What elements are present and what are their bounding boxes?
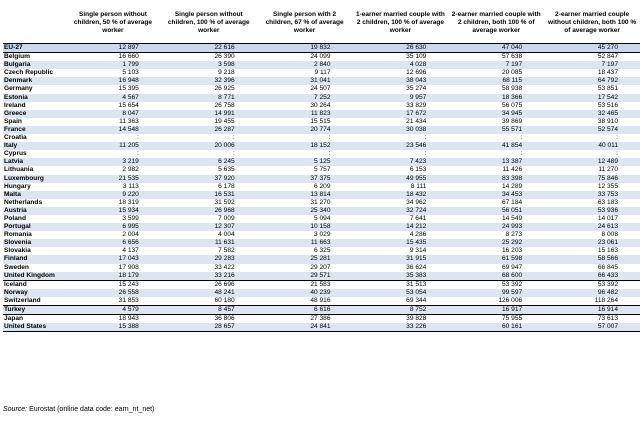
country-cell: Luxembourg <box>3 175 65 183</box>
value-cell: 8 771 <box>161 94 257 102</box>
value-cell: 26 758 <box>161 102 257 110</box>
value-cell: 35 109 <box>353 53 449 62</box>
source-note <box>3 406 154 413</box>
value-cell: 17 043 <box>65 255 161 263</box>
value-cell: 2 004 <box>65 231 161 239</box>
table-row <box>3 231 640 239</box>
eu-aggregate-row <box>3 44 640 53</box>
header-col-1: Single person without children, 50 % of average worker <box>65 3 161 44</box>
value-cell: 47 040 <box>448 44 544 53</box>
value-cell: 10 158 <box>257 223 353 231</box>
table-row <box>3 110 640 118</box>
value-cell: 32 724 <box>353 207 449 215</box>
value-cell: 68 115 <box>448 77 544 85</box>
header-col-5: 2-earner married couple with 2 children, both 100 % of average worker <box>448 3 544 44</box>
value-cell: 8 047 <box>65 110 161 118</box>
value-cell: : <box>353 150 449 158</box>
value-cell: 11 631 <box>161 239 257 247</box>
value-cell: 6 209 <box>257 183 353 191</box>
value-cell: 9 957 <box>353 94 449 102</box>
value-cell: 38 910 <box>544 118 640 126</box>
value-cell: 11 426 <box>448 166 544 174</box>
country-cell: France <box>3 126 65 134</box>
table-row <box>3 118 640 126</box>
value-cell: 3 113 <box>65 183 161 191</box>
value-cell: 20 774 <box>257 126 353 134</box>
value-cell: 19 832 <box>257 44 353 53</box>
value-cell: 6 153 <box>353 166 449 174</box>
value-cell: 4 567 <box>65 94 161 102</box>
country-cell: Denmark <box>3 77 65 85</box>
value-cell: 14 212 <box>353 223 449 231</box>
table-row <box>3 142 640 150</box>
value-cell: 12 696 <box>353 69 449 77</box>
value-cell: 52 847 <box>544 53 640 62</box>
value-cell: 69 947 <box>448 264 544 272</box>
value-cell: 66 845 <box>544 264 640 272</box>
value-cell: 31 853 <box>65 297 161 306</box>
value-cell: 60 161 <box>448 323 544 332</box>
country-cell: Czech Republic <box>3 69 65 77</box>
value-cell: 21 434 <box>353 118 449 126</box>
table-row <box>3 199 640 207</box>
table-row <box>3 297 640 306</box>
value-cell: 53 851 <box>544 85 640 93</box>
value-cell: 53 392 <box>448 280 544 289</box>
value-cell: 14 289 <box>448 183 544 191</box>
value-cell: 3 599 <box>65 215 161 223</box>
value-cell: 75 955 <box>448 315 544 324</box>
value-cell: 5 103 <box>65 69 161 77</box>
value-cell: 2 840 <box>257 61 353 69</box>
value-cell: 68 600 <box>448 272 544 281</box>
value-cell: 25 292 <box>448 239 544 247</box>
value-cell: 18 179 <box>65 272 161 281</box>
value-cell: 5 094 <box>257 215 353 223</box>
value-cell: 12 307 <box>161 223 257 231</box>
country-cell: Belgium <box>3 53 65 62</box>
value-cell: 83 398 <box>448 175 544 183</box>
value-cell: 20 085 <box>448 69 544 77</box>
value-cell: 39 828 <box>353 315 449 324</box>
table-row <box>3 126 640 134</box>
country-cell: Italy <box>3 142 65 150</box>
value-cell: 11 270 <box>544 166 640 174</box>
value-cell: 36 624 <box>353 264 449 272</box>
value-cell: 15 515 <box>257 118 353 126</box>
value-cell: 32 465 <box>544 110 640 118</box>
table-row <box>3 223 640 231</box>
value-cell: 26 558 <box>65 289 161 297</box>
value-cell: 5 635 <box>161 166 257 174</box>
country-cell: Sweden <box>3 264 65 272</box>
value-cell: 25 340 <box>257 207 353 215</box>
value-cell: 26 925 <box>161 85 257 93</box>
value-cell: 56 051 <box>448 207 544 215</box>
value-cell: 53 054 <box>353 289 449 297</box>
table-row <box>3 77 640 85</box>
value-cell: 48 241 <box>161 289 257 297</box>
country-cell: Croatia <box>3 134 65 142</box>
value-cell: 17 542 <box>544 94 640 102</box>
value-cell: 33 753 <box>544 191 640 199</box>
value-cell: 32 396 <box>161 77 257 85</box>
value-cell: 58 938 <box>448 85 544 93</box>
value-cell: 3 598 <box>161 61 257 69</box>
country-cell: Netherlands <box>3 199 65 207</box>
value-cell: 26 390 <box>161 53 257 62</box>
value-cell: 38 043 <box>353 77 449 85</box>
value-cell: 13 814 <box>257 191 353 199</box>
value-cell: 27 386 <box>257 315 353 324</box>
value-cell: 23 546 <box>353 142 449 150</box>
value-cell: 37 920 <box>161 175 257 183</box>
value-cell: 28 657 <box>161 323 257 332</box>
table-row <box>3 175 640 183</box>
value-cell: 33 829 <box>353 102 449 110</box>
value-cell: 4 286 <box>353 231 449 239</box>
country-cell: Ireland <box>3 102 65 110</box>
value-cell: 23 061 <box>544 239 640 247</box>
value-cell: : <box>448 150 544 158</box>
value-cell: 5 757 <box>257 166 353 174</box>
value-cell: 9 218 <box>161 69 257 77</box>
country-cell: Switzerland <box>3 297 65 306</box>
table-row <box>3 166 640 174</box>
table-row <box>3 306 640 315</box>
country-cell: Hungary <box>3 183 65 191</box>
value-cell: : <box>448 134 544 142</box>
value-cell: 37 375 <box>257 175 353 183</box>
value-cell: 15 163 <box>544 247 640 255</box>
value-cell: 36 806 <box>161 315 257 324</box>
country-cell: EU-27 <box>3 44 65 53</box>
value-cell: 7 197 <box>448 61 544 69</box>
value-cell: 31 915 <box>353 255 449 263</box>
table-row <box>3 69 640 77</box>
value-cell: 60 180 <box>161 297 257 306</box>
value-cell: 21 535 <box>65 175 161 183</box>
value-cell: : <box>544 134 640 142</box>
value-cell: 7 252 <box>257 94 353 102</box>
country-cell: Malta <box>3 191 65 199</box>
value-cell: 16 203 <box>448 247 544 255</box>
value-cell: : <box>65 134 161 142</box>
value-cell: 17 908 <box>65 264 161 272</box>
value-cell: 9 220 <box>65 191 161 199</box>
value-cell: 118 264 <box>544 297 640 306</box>
table-row <box>3 280 640 289</box>
value-cell: 7 423 <box>353 158 449 166</box>
value-cell: 31 270 <box>257 199 353 207</box>
value-cell: 58 566 <box>544 255 640 263</box>
country-cell: Portugal <box>3 223 65 231</box>
value-cell: 3 029 <box>257 231 353 239</box>
value-cell: 6 325 <box>257 247 353 255</box>
value-cell: 9 314 <box>353 247 449 255</box>
value-cell: 11 205 <box>65 142 161 150</box>
header-col-2: Single person without children, 100 % of average worker <box>161 3 257 44</box>
value-cell: 52 574 <box>544 126 640 134</box>
header-country <box>3 3 65 44</box>
table-row <box>3 207 640 215</box>
value-cell: 40 239 <box>257 289 353 297</box>
value-cell: : <box>65 150 161 158</box>
value-cell: 1 799 <box>65 61 161 69</box>
value-cell: 96 482 <box>544 289 640 297</box>
value-cell: 14 017 <box>544 215 640 223</box>
value-cell: 18 152 <box>257 142 353 150</box>
value-cell: 22 616 <box>161 44 257 53</box>
value-cell: 26 968 <box>161 207 257 215</box>
value-cell: 14 548 <box>65 126 161 134</box>
table-row <box>3 323 640 332</box>
value-cell: 18 432 <box>353 191 449 199</box>
value-cell: 53 936 <box>544 207 640 215</box>
table-row <box>3 247 640 255</box>
country-cell: Estonia <box>3 94 65 102</box>
value-cell: 29 571 <box>257 272 353 281</box>
value-cell: 18 366 <box>448 94 544 102</box>
value-cell: 24 841 <box>257 323 353 332</box>
value-cell: 57 007 <box>544 323 640 332</box>
value-cell: 33 226 <box>353 323 449 332</box>
country-cell: Slovakia <box>3 247 65 255</box>
country-cell: Cyprus <box>3 150 65 158</box>
value-cell: 73 613 <box>544 315 640 324</box>
value-cell: 16 660 <box>65 53 161 62</box>
table-row <box>3 158 640 166</box>
country-cell: Japan <box>3 315 65 324</box>
table-row <box>3 102 640 110</box>
country-cell: Greece <box>3 110 65 118</box>
table-row <box>3 61 640 69</box>
value-cell: 16 531 <box>161 191 257 199</box>
value-cell: 20 006 <box>161 142 257 150</box>
value-cell: 4 004 <box>161 231 257 239</box>
header-col-3: Single person with 2 children, 67 % of average worker <box>257 3 353 44</box>
value-cell: 15 395 <box>65 85 161 93</box>
value-cell: 12 355 <box>544 183 640 191</box>
table-row <box>3 53 640 62</box>
value-cell: 15 243 <box>65 280 161 289</box>
value-cell: 26 696 <box>161 280 257 289</box>
value-cell: 53 392 <box>544 280 640 289</box>
value-cell: 40 011 <box>544 142 640 150</box>
table-row <box>3 264 640 272</box>
value-cell: 33 216 <box>161 272 257 281</box>
table-row <box>3 134 640 142</box>
value-cell: 8 457 <box>161 306 257 315</box>
value-cell: 4 028 <box>353 61 449 69</box>
country-cell: Bulgaria <box>3 61 65 69</box>
value-cell: 35 383 <box>353 272 449 281</box>
value-cell: 99 597 <box>448 289 544 297</box>
value-cell: 7 641 <box>353 215 449 223</box>
value-cell: 5 125 <box>257 158 353 166</box>
value-cell: 34 945 <box>448 110 544 118</box>
value-cell: 30 264 <box>257 102 353 110</box>
value-cell: 67 184 <box>448 199 544 207</box>
value-cell: 61 598 <box>448 255 544 263</box>
value-cell: 41 854 <box>448 142 544 150</box>
table-row <box>3 191 640 199</box>
value-cell: 30 038 <box>353 126 449 134</box>
value-cell: 24 613 <box>544 223 640 231</box>
value-cell: 11 663 <box>257 239 353 247</box>
table-row <box>3 255 640 263</box>
source-label: Source: <box>3 406 28 413</box>
country-cell: Norway <box>3 289 65 297</box>
value-cell: 3 219 <box>65 158 161 166</box>
source-text: Eurostat (online data code: earn_nt_net) <box>29 406 155 413</box>
value-cell: 64 792 <box>544 77 640 85</box>
value-cell: 16 917 <box>448 306 544 315</box>
value-cell: 8 752 <box>353 306 449 315</box>
value-cell: 24 507 <box>257 85 353 93</box>
value-cell: 2 982 <box>65 166 161 174</box>
value-cell: 4 137 <box>65 247 161 255</box>
value-cell: 8 273 <box>448 231 544 239</box>
value-cell: 8 008 <box>544 231 640 239</box>
value-cell: 53 516 <box>544 102 640 110</box>
value-cell: 39 869 <box>448 118 544 126</box>
value-cell: 14 991 <box>161 110 257 118</box>
value-cell: 17 672 <box>353 110 449 118</box>
table-row <box>3 239 640 247</box>
value-cell: 15 934 <box>65 207 161 215</box>
value-cell: 11 823 <box>257 110 353 118</box>
value-cell: 31 041 <box>257 77 353 85</box>
value-cell: 13 387 <box>448 158 544 166</box>
value-cell: : <box>353 134 449 142</box>
country-cell: Poland <box>3 215 65 223</box>
value-cell: 6 178 <box>161 183 257 191</box>
value-cell: 33 422 <box>161 264 257 272</box>
value-cell: 34 962 <box>353 199 449 207</box>
value-cell: 6 656 <box>65 239 161 247</box>
value-cell: 31 592 <box>161 199 257 207</box>
header-col-6: 2-earner married couple without children, both 100 % of average worker <box>544 3 640 44</box>
value-cell: 12 489 <box>544 158 640 166</box>
country-cell: Finland <box>3 255 65 263</box>
table-row <box>3 150 640 158</box>
value-cell: 56 075 <box>448 102 544 110</box>
data-table-container <box>3 3 640 332</box>
value-cell: 15 435 <box>353 239 449 247</box>
table-row <box>3 289 640 297</box>
header-col-4: 1-earner married couple with 2 children, 100 % of average worker <box>353 3 449 44</box>
country-cell: United Kingdom <box>3 272 65 281</box>
value-cell: 126 006 <box>448 297 544 306</box>
value-cell: 48 916 <box>257 297 353 306</box>
table-row <box>3 94 640 102</box>
table-row <box>3 272 640 281</box>
value-cell: 19 455 <box>161 118 257 126</box>
value-cell: 26 630 <box>353 44 449 53</box>
value-cell: 6 995 <box>65 223 161 231</box>
table-body <box>3 44 640 332</box>
country-cell: Latvia <box>3 158 65 166</box>
value-cell: 7 009 <box>161 215 257 223</box>
country-cell: Spain <box>3 118 65 126</box>
country-cell: Slovenia <box>3 239 65 247</box>
value-cell: 18 319 <box>65 199 161 207</box>
country-cell: Austria <box>3 207 65 215</box>
value-cell: 45 270 <box>544 44 640 53</box>
value-cell: : <box>161 150 257 158</box>
value-cell: 24 099 <box>257 53 353 62</box>
value-cell: 75 846 <box>544 175 640 183</box>
table-row <box>3 315 640 324</box>
value-cell: 57 638 <box>448 53 544 62</box>
value-cell: 7 197 <box>544 61 640 69</box>
value-cell: 24 993 <box>448 223 544 231</box>
value-cell: 34 453 <box>448 191 544 199</box>
value-cell: : <box>544 150 640 158</box>
table-row <box>3 183 640 191</box>
value-cell: 31 513 <box>353 280 449 289</box>
value-cell: 69 344 <box>353 297 449 306</box>
value-cell: 8 111 <box>353 183 449 191</box>
table-row <box>3 85 640 93</box>
value-cell: 21 583 <box>257 280 353 289</box>
country-cell: United States <box>3 323 65 332</box>
value-cell: 66 433 <box>544 272 640 281</box>
net-earnings-table <box>3 3 640 332</box>
value-cell: 16 948 <box>65 77 161 85</box>
value-cell: 29 283 <box>161 255 257 263</box>
value-cell: : <box>257 150 353 158</box>
value-cell: 49 955 <box>353 175 449 183</box>
value-cell: 12 897 <box>65 44 161 53</box>
value-cell: 18 437 <box>544 69 640 77</box>
value-cell: 63 183 <box>544 199 640 207</box>
value-cell: 18 943 <box>65 315 161 324</box>
value-cell: : <box>161 134 257 142</box>
country-cell: Lithuania <box>3 166 65 174</box>
value-cell: 6 616 <box>257 306 353 315</box>
value-cell: 26 287 <box>161 126 257 134</box>
value-cell: 15 388 <box>65 323 161 332</box>
value-cell: 14 549 <box>448 215 544 223</box>
value-cell: 15 654 <box>65 102 161 110</box>
country-cell: Germany <box>3 85 65 93</box>
value-cell: 11 363 <box>65 118 161 126</box>
value-cell: 9 117 <box>257 69 353 77</box>
value-cell: : <box>257 134 353 142</box>
value-cell: 7 582 <box>161 247 257 255</box>
header-row <box>3 3 640 44</box>
value-cell: 16 914 <box>544 306 640 315</box>
value-cell: 25 281 <box>257 255 353 263</box>
value-cell: 55 571 <box>448 126 544 134</box>
value-cell: 6 245 <box>161 158 257 166</box>
value-cell: 35 274 <box>353 85 449 93</box>
country-cell: Turkey <box>3 306 65 315</box>
value-cell: 29 207 <box>257 264 353 272</box>
country-cell: Romania <box>3 231 65 239</box>
value-cell: 4 579 <box>65 306 161 315</box>
table-row <box>3 215 640 223</box>
country-cell: Iceland <box>3 280 65 289</box>
